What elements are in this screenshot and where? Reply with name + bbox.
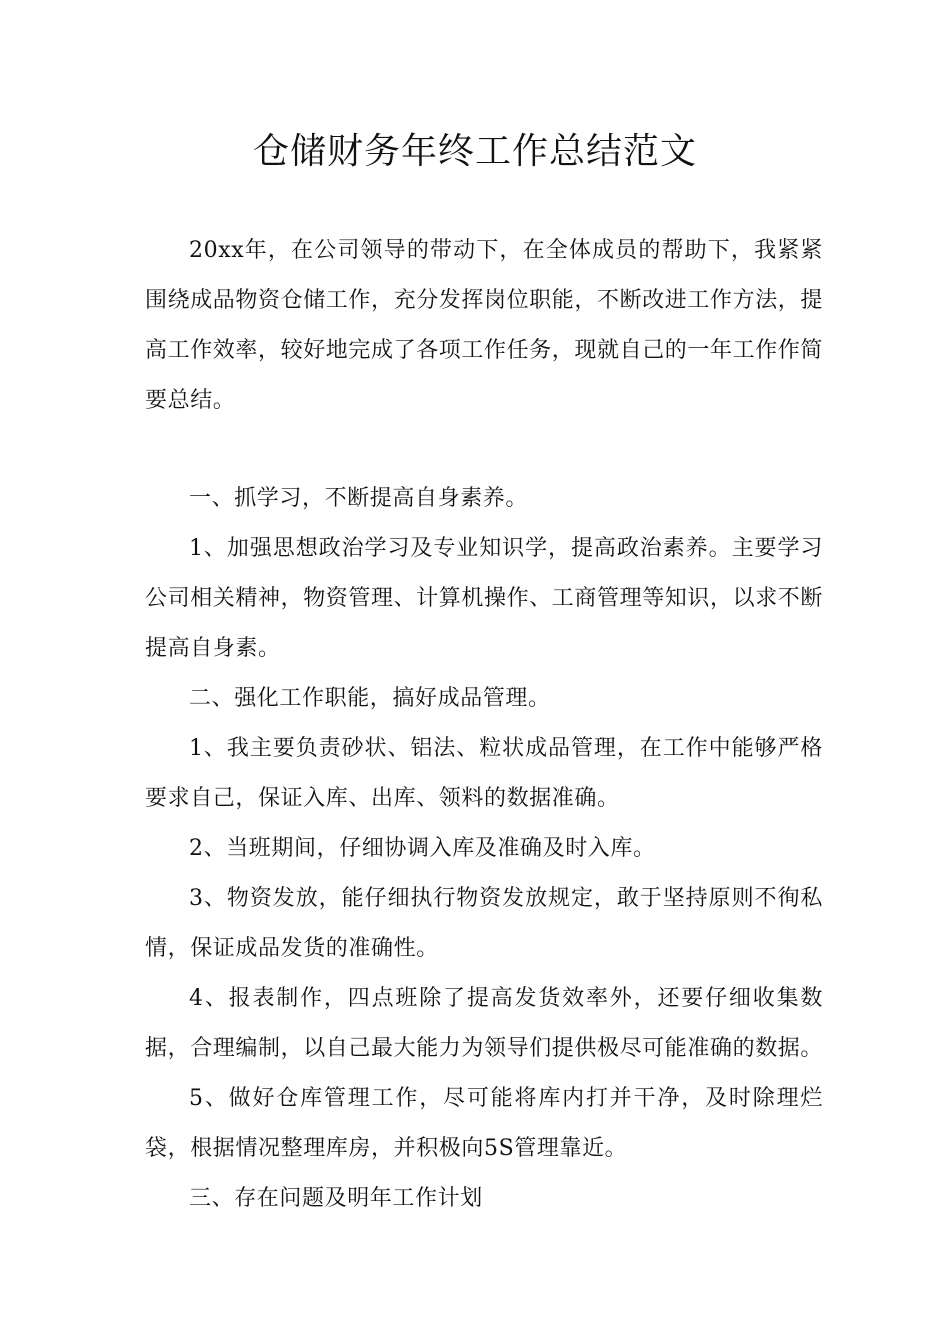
section-heading-3: 三、存在问题及明年工作计划: [189, 1186, 483, 1211]
paragraph-1-1: 1、加强思想政治学习及专业知识学，提高政治素养。主要学习公司相关精神，物资管理、计算机操作、工商管理等知识，以求不断提高自身素。: [145, 536, 824, 661]
paragraph-2-4: 4、报表制作，四点班除了提高发货效率外，还要仔细收集数据，合理编制，以自己最大能力为领导们提供极尽可能准确的数据。: [145, 986, 824, 1061]
section-heading-2: 二、强化工作职能，搞好成品管理。: [189, 686, 551, 711]
paragraph-2-1: 1、我主要负责砂状、铝法、粒状成品管理，在工作中能够严格要求自己，保证入库、出库、领料的数据准确。: [145, 736, 823, 811]
section-heading-1: 一、抓学习，不断提高自身素养。: [189, 486, 529, 511]
paragraph-2-2: 2、当班期间，仔细协调入库及准确及时入库。: [189, 836, 656, 861]
intro-paragraph: 20xx年，在公司领导的带动下，在全体成员的帮助下，我紧紧围绕成品物资仓储工作，充分发挥岗位职能，不断改进工作方法，提高工作效率，较好地完成了各项工作任务，现就自己的一年工作作简要总结。: [145, 238, 824, 413]
paragraph-2-3: 3、物资发放，能仔细执行物资发放规定，敢于坚持原则不徇私情，保证成品发货的准确性。: [145, 886, 823, 961]
intro-section: [145, 226, 823, 426]
main-section: [145, 474, 823, 1224]
paragraph-2-5: 5、做好仓库管理工作，尽可能将库内打并干净，及时除理烂袋，根据情况整理库房，并积极向5S管理靠近。: [145, 1086, 823, 1161]
document-title: 仓储财务年终工作总结范文: [252, 131, 697, 172]
